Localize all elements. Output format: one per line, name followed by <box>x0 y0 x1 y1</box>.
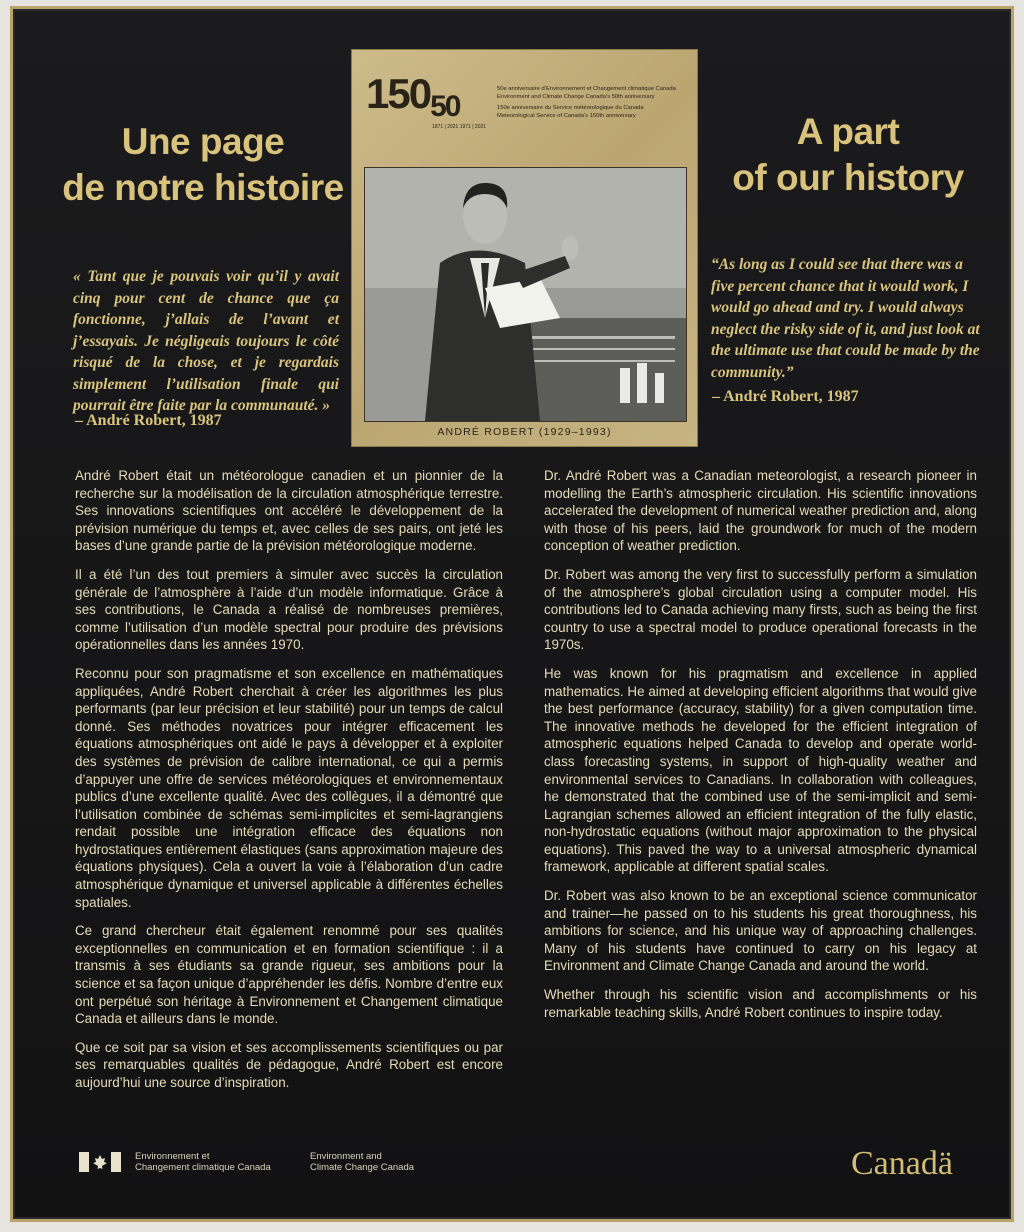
portrait-photo <box>364 167 687 422</box>
paragraph: Dr. Robert was among the very first to successfully perform a simulation of the atmosphere’s global circulation using a computer model. His contributions led to Canada achieving many firsts, such as being the first country to use a spectral model to produce operational forecasts in the 1970s. <box>544 566 977 653</box>
paragraph: Il a été l’un des tout premiers à simuler avec succès la circulation générale de l’atmosphère à l’aide d’un modèle informatique. Grâce à ses contributions, le Canada a réalisé de nombreuses premières, comme l’utilisation d’un modèle spectral pour produire des prévisions opérationnelles dans les années 1970. <box>75 566 503 653</box>
department-line: Environnement et <box>135 1151 210 1162</box>
heading-english-line-2: of our history <box>732 157 964 198</box>
paragraph: Ce grand chercheur était également renommé pour ses qualités exceptionnelles en communication et en formation scientifique : il a transmis à ses étudiants sa grande rigueur, ses ambitions pour la science et sa façon unique d’appréhender les défis. Nombre d’entre eux ont perpétué son héritage à Environnement et Changement climatique Canada et ailleurs dans le monde. <box>75 923 503 1027</box>
body-french <box>75 467 503 1103</box>
portrait-illustration <box>365 168 686 421</box>
department-line: Changement climatique Canada <box>135 1162 271 1173</box>
paragraph: Dr. Robert was also known to be an exceptional science communicator and trainer—he passed on to his students his great thoroughness, his ambitions for science, and his unique way of approaching challenges. Many of his students have continued to carry on his legacy at Environment and Climate Change Canada and around the world. <box>544 888 977 974</box>
quote-english: “As long as I could see that there was a five percent chance that it would work, I would go ahead and try. I would always neglect the risky side of it, and just look at the ultimate use that could be made by the community.” <box>711 256 980 381</box>
canada-wordmark: Canadä <box>851 1145 953 1182</box>
body-english <box>544 467 977 1032</box>
anniversary-line: Environment and Climate Change Canada’s 50th anniversary <box>497 93 655 100</box>
department-line: Climate Change Canada <box>310 1162 415 1173</box>
paragraph: André Robert était un météorologue canadien et un pionnier de la recherche sur la modélisation de la circulation atmosphérique terrestre. Ses innovations scientifiques ont accéléré le développement de la prévision numérique du temps et, avec celles de ses pairs, ont jeté les bases d’une grande partie de la prévision météorologique moderne. <box>75 468 503 554</box>
paragraph: Que ce soit par sa vision et ses accomplissements scientifiques ou par ses remarquables qualités de pédagogue, André Robert est encore aujourd’hui une source d’inspiration. <box>75 1039 503 1090</box>
logo-years: 1871 | 2021 1971 | 2021 <box>432 124 487 130</box>
logo-50: 50 <box>430 90 460 123</box>
department-name-french <box>135 1151 271 1173</box>
anniversary-line: 150e anniversaire du Service météorologique du Canada <box>497 105 644 111</box>
attribution-french: – André Robert, 1987 <box>75 412 222 429</box>
heading-english-line-1: A part <box>796 111 900 152</box>
anniversary-logo <box>366 70 459 124</box>
quote-french: « Tant que je pouvais voir qu’il y avait cinq pour cent de chance que ça fonctionne, j’allais de l’avant et j’essayais. Je négligeais toujours le côté risqué de la chose, et je regardais simplement l’utilisation finale qui pourrait être faite par la communauté. » <box>73 268 339 414</box>
anniversary-text <box>497 86 692 120</box>
department-name-english <box>310 1151 414 1173</box>
paragraph: Dr. André Robert was a Canadian meteorologist, a research pioneer in modelling the Earth’s atmospheric circulation. His scientific innovations accelerated the development of numerical weather prediction and, along with those of his peers, laid the groundwork for much of the modern conception of weather prediction. <box>544 468 977 554</box>
heading-french-line-1: Une page <box>121 121 285 162</box>
department-line: Environment and <box>310 1151 382 1162</box>
anniversary-line: 50e anniversaire d’Environnement et Changement climatique Canada <box>497 86 676 92</box>
plaque <box>10 6 1014 1222</box>
heading-english <box>713 109 983 201</box>
photo-panel <box>351 49 698 447</box>
canada-flag-icon <box>79 1152 121 1172</box>
heading-french <box>53 119 353 211</box>
paragraph: Reconnu pour son pragmatisme et son excellence en mathématiques appliquées, André Robert cherchait à créer les algorithmes les plus performants (par leur précision et leur stabilité) pour un temps de calcul donné. Ses méthodes novatrices pour intégrer efficacement les équations atmosphériques ont aidé le pays à développer et à exploiter des systèmes de prévision de calibre international, ce qui a permis d’appuyer une offre de services météorologiques et environnementaux publics d’une excellente qualité. Avec des collègues, il a démontré que l’utilisation combinée de schémas semi-implicites et semi-lagrangiens rendait possible une intégration efficace des équations non hydrostatiques entièrement élastiques (sans approximation majeure des équations physiques). Cela a ouvert la voie à l’élaboration d’un cadre atmosphérique dynamique et universel applicable à différentes échelles spatiales. <box>75 665 503 910</box>
logo-150: 150 <box>366 70 431 117</box>
anniversary-line: Meteorological Service of Canada’s 150th anniversary <box>497 112 636 119</box>
attribution-english: – André Robert, 1987 <box>712 388 859 405</box>
heading-french-line-2: de notre histoire <box>62 167 344 208</box>
photo-caption: ANDRÉ ROBERT (1929–1993) <box>437 426 612 438</box>
paragraph: He was known for his pragmatism and excellence in applied mathematics. He aimed at developing efficient algorithms that would give the best performance (accuracy, stability) for a given computation time. The innovative methods he developed for the efficient integration of atmospheric equations helped Canada to develop and operate world-class forecasting systems, in support of high-quality weather and environmental services to Canadians. In collaboration with colleagues, he demonstrated that the combined use of the semi-implicit and semi-Lagrangian schemes allowed an efficient integration of the fully elastic, non-hydrostatic equations (without major approximation to the physical equations). This paved the way to a universal atmospheric dynamical framework, applicable at different spatial scales. <box>544 665 977 875</box>
paragraph: Whether through his scientific vision and accomplishments or his remarkable teaching skills, André Robert continues to inspire today. <box>544 987 977 1020</box>
